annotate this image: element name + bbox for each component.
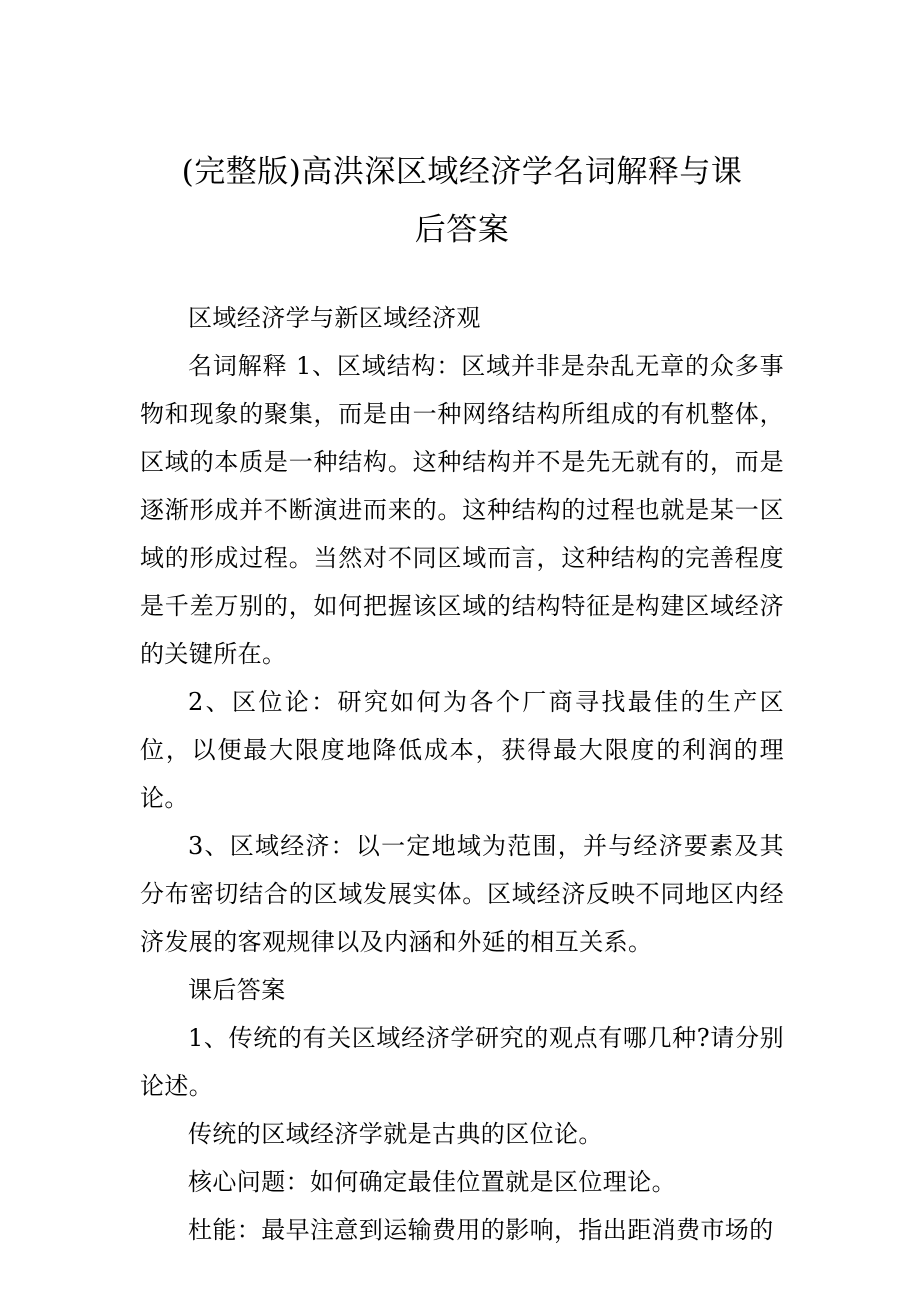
document-body xyxy=(140,294,784,1254)
paragraph-regional-structure: 名词解释 1、区域结构：区域并非是杂乱无章的众多事物和现象的聚集，而是由一种网络结构所组成的有机整体，区域的本质是一种结构。这种结构并不是先无就有的，而是逐渐形成并不断演进而来的。这种结构的过程也就是某一区域的形成过程。当然对不同区域而言，这种结构的完善程度是千差万别的，如何把握该区域的结构特征是构建区域经济的关键所在。 xyxy=(140,352,784,668)
paragraph-core-issue: 核心问题：如何确定最佳位置就是区位理论。 xyxy=(188,1168,676,1196)
title-line-1: (完整版)高洪深区域经济学名词解释与课 xyxy=(181,154,743,190)
document-title xyxy=(140,143,784,259)
paragraph-regional-economy: 3、区域经济：以一定地域为范围，并与经济要素及其分布密切结合的区域发展实体。区域经济反映不同地区内经济发展的客观规律以及内涵和外延的相互关系。 xyxy=(140,832,784,956)
title-line-2: 后答案 xyxy=(414,212,510,248)
paragraph-location-theory: 2、区位论：研究如何为各个厂商寻找最佳的生产区位，以便最大限度地降低成本，获得最大限度的利润的理论。 xyxy=(140,688,784,812)
section-heading-regional-economics: 区域经济学与新区域经济观 xyxy=(188,304,481,332)
paragraph-question-1: 1、传统的有关区域经济学研究的观点有哪几种?请分别论述。 xyxy=(140,1024,784,1100)
section-heading-answers: 课后答案 xyxy=(188,976,286,1004)
paragraph-classical-location: 传统的区域经济学就是古典的区位论。 xyxy=(188,1120,603,1148)
paragraph-thunen: 杜能：最早注意到运输费用的影响，指出距消费市场的 xyxy=(188,1216,774,1244)
